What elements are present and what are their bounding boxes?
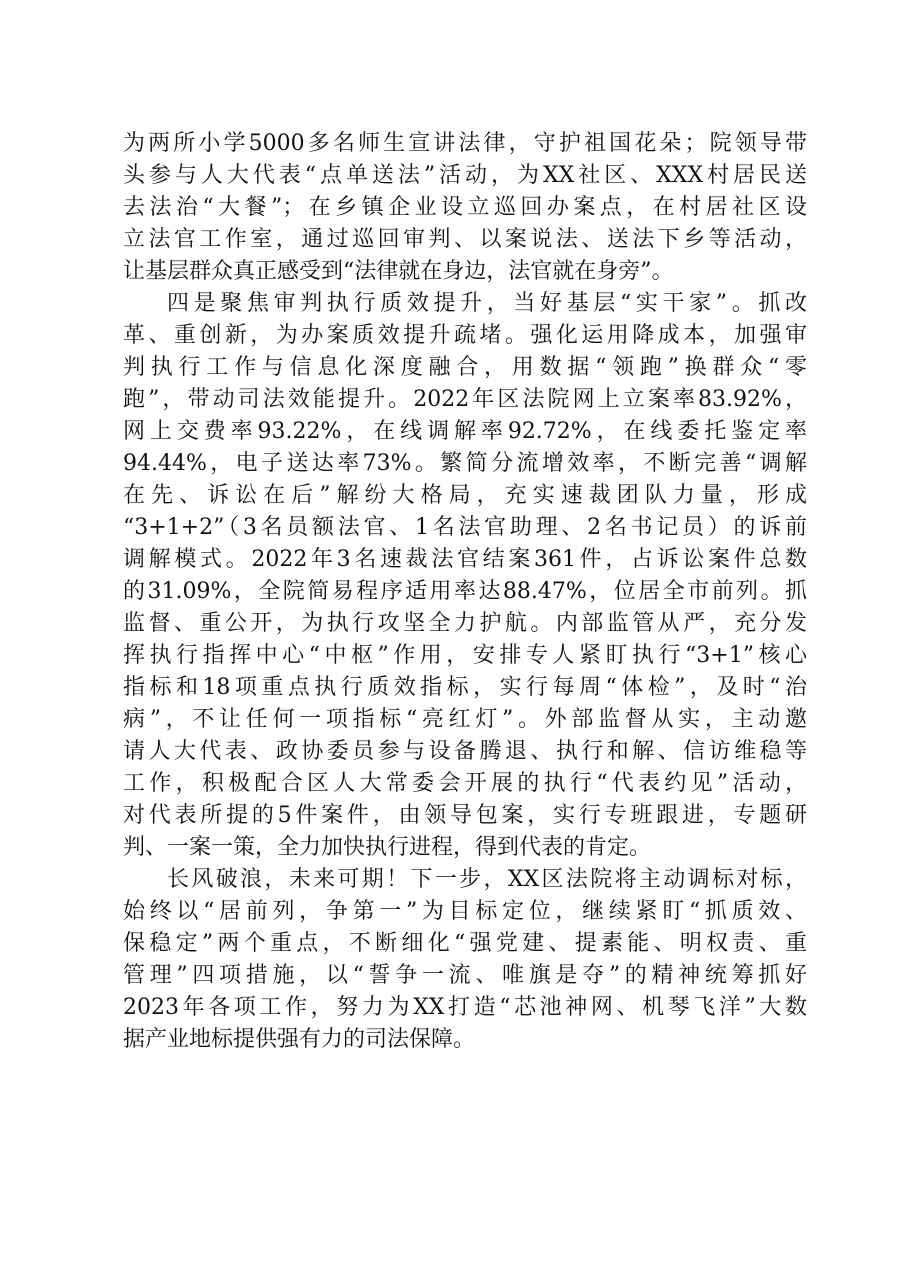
text-line: 判执行工作与信息化深度融合，用数据“领跑”换群众“零 [123, 355, 807, 380]
text-line: 监督、重公开，为执行攻坚全力护航。内部监管从严，充分发 [123, 611, 807, 636]
text-line: 病”，不让任何一项指标“亮红灯”。外部监督从实，主动邀 [123, 707, 807, 732]
text-line: 的31.09%，全院简易程序适用率达88.47%，位居全市前列。抓 [123, 579, 807, 604]
text-line: 始终以“居前列，争第一”为目标定位，继续紧盯“抓质效、 [123, 899, 807, 924]
text-line: 指标和18项重点执行质效指标，实行每周“体检”，及时“治 [123, 675, 807, 700]
text-line: 挥执行指挥中心“中枢”作用，安排专人紧盯执行“3+1”核心 [123, 643, 807, 668]
text-line: 四是聚焦审判执行质效提升，当好基层“实干家”。抓改 [167, 291, 807, 316]
text-line: 让基层群众真正感受到“法律就在身边，法官就在身旁”。 [123, 259, 674, 284]
text-line: 在先、诉讼在后”解纷大格局，充实速裁团队力量，形成 [123, 483, 807, 508]
text-line: 为两所小学5000多名师生宣讲法律，守护祖国花朵；院领导带 [123, 131, 807, 156]
text-line: 头参与人大代表“点单送法”活动，为XX社区、XXX村居民送 [123, 163, 807, 188]
text-line: 请人大代表、政协委员参与设备腾退、执行和解、信访维稳等 [123, 739, 807, 764]
text-line: 保稳定”两个重点，不断细化“强党建、提素能、明权责、重 [123, 931, 807, 956]
text-line: 长风破浪，未来可期！下一步，XX区法院将主动调标对标， [167, 867, 807, 892]
document-page [123, 128, 807, 1056]
text-line: 去法治“大餐”；在乡镇企业设立巡回办案点，在村居社区设 [123, 195, 807, 220]
text-line: 革、重创新，为办案质效提升疏堵。强化运用降成本，加强审 [123, 323, 807, 348]
text-line: 管理”四项措施，以“誓争一流、唯旗是夺”的精神统筹抓好 [123, 963, 807, 988]
text-line: 判、一案一策，全力加快执行进程，得到代表的肯定。 [123, 835, 652, 860]
text-line: 对代表所提的5件案件，由领导包案，实行专班跟进，专题研 [123, 803, 807, 828]
text-line: 立法官工作室，通过巡回审判、以案说法、送法下乡等活动， [123, 227, 807, 252]
text-line: 据产业地标提供强有力的司法保障。 [123, 1027, 476, 1052]
text-line: 调解模式。2022年3名速裁法官结案361件，占诉讼案件总数 [123, 547, 807, 572]
paragraph [123, 288, 807, 864]
paragraph [123, 128, 807, 288]
text-line: “3+1+2”（3名员额法官、1名法官助理、2名书记员）的诉前 [123, 515, 807, 540]
text-line: 2023年各项工作，努力为XX打造“芯池神网、机琴飞洋”大数 [123, 995, 807, 1020]
text-line: 网上交费率93.22%，在线调解率92.72%，在线委托鉴定率 [123, 419, 807, 444]
text-line: 94.44%，电子送达率73%。繁简分流增效率，不断完善“调解 [123, 451, 807, 476]
text-line: 工作，积极配合区人大常委会开展的执行“代表约见”活动， [123, 771, 807, 796]
text-line: 跑”，带动司法效能提升。2022年区法院网上立案率83.92%， [123, 387, 807, 412]
paragraph [123, 864, 807, 1056]
